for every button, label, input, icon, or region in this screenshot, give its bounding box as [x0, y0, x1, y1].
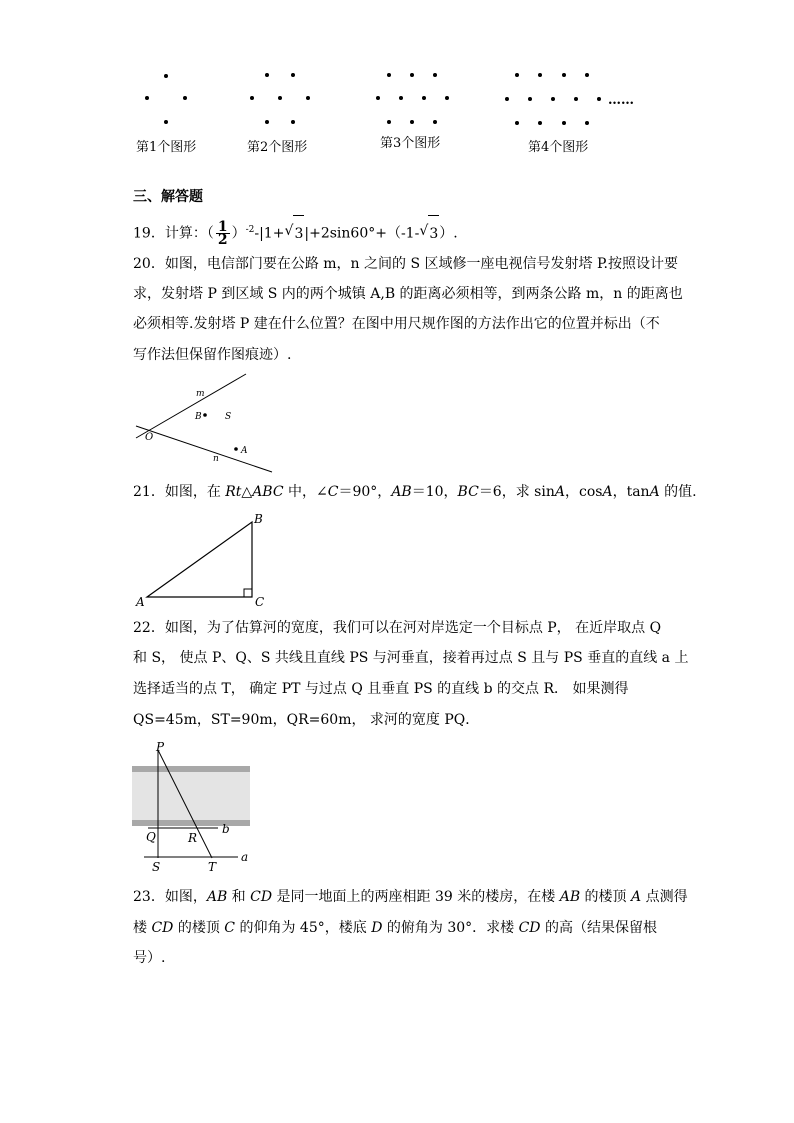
question-20-line-4: 写作法但保留作图痕迹）.	[133, 347, 292, 363]
label-T: T	[208, 860, 217, 874]
question-23-line-1: 23．如图，AB 和 CD 是同一地面上的两座相距 39 米的楼房，在楼 AB 的楼顶 A 点测得	[133, 889, 688, 905]
label-B: B	[254, 512, 263, 526]
dot	[515, 73, 519, 77]
label-C: C	[255, 595, 265, 609]
dot	[164, 120, 168, 124]
question-21: 21．如图，在 Rt△ABC 中，∠C＝90°，AB＝10，BC＝6，求 sinA，cosA，tanA 的值.	[133, 484, 697, 500]
dot	[538, 73, 542, 77]
dot	[562, 121, 566, 125]
point-B	[203, 413, 207, 417]
dot	[585, 121, 589, 125]
figure-1-caption: 第1个图形	[136, 140, 197, 155]
label-a: a	[241, 850, 249, 864]
dot	[164, 74, 168, 78]
dot	[399, 96, 403, 100]
sqrt-3: √ 3	[293, 215, 304, 252]
ellipsis-dots: ……	[608, 93, 634, 108]
label-Q: Q	[146, 830, 156, 844]
question-20-line-3: 必须相等.发射塔 P 建在什么位置？在图中用尺规作图的方法作出它的位置并标出（不	[133, 316, 660, 332]
river-figure	[130, 740, 260, 875]
dot	[265, 120, 269, 124]
dot	[410, 73, 414, 77]
label-P: P	[156, 740, 165, 754]
fraction: $\frac{1}{2}$	[217, 219, 228, 249]
triangle-abc	[147, 522, 252, 597]
label-A: A	[241, 446, 248, 456]
label-b: b	[222, 822, 230, 836]
section-title: 三、解答题	[133, 189, 203, 205]
dot	[597, 97, 601, 101]
question-22-line-3: 选择适当的点 T， 确定 PT 与过点 Q 且垂直 PS 的直线 b 的交点 R． 如果测得	[133, 681, 629, 697]
dot	[585, 73, 589, 77]
label-S: S	[225, 412, 232, 422]
dot	[265, 73, 269, 77]
label-n: n	[213, 454, 219, 464]
dot	[422, 96, 426, 100]
figure-4-caption: 第4个图形	[528, 140, 589, 155]
near-bank	[132, 820, 250, 826]
dot	[515, 121, 519, 125]
question-20-line-2: 求，发射塔 P 到区域 S 内的两个城镇 A,B 的距离必须相等，到两条公路 m，n 的距离也	[133, 286, 683, 302]
figure-3-caption: 第3个图形	[380, 136, 441, 151]
dot	[551, 97, 555, 101]
sqrt-3: √ 3	[428, 215, 439, 252]
label-m: m	[196, 389, 205, 399]
dot	[183, 96, 187, 100]
dot	[278, 96, 282, 100]
dot	[291, 73, 295, 77]
dot	[376, 96, 380, 100]
label-O: O	[145, 432, 154, 443]
dot	[528, 97, 532, 101]
right-angle-mark	[244, 589, 252, 597]
far-bank	[132, 766, 250, 772]
question-19: 19．计算：（ $\frac{1}{2}$ ）$^{-2}$-|1+√ 3|+2sin60°+（-1-√ 3）.	[133, 212, 458, 248]
dot	[387, 120, 391, 124]
dot	[538, 121, 542, 125]
dot	[410, 120, 414, 124]
dot	[291, 120, 295, 124]
point-A	[234, 447, 238, 451]
dot-patterns-figure	[130, 62, 660, 132]
dot	[433, 73, 437, 77]
label-R: R	[188, 831, 198, 845]
roads-figure	[130, 370, 280, 476]
dot	[250, 96, 254, 100]
question-20-line-1: 20．如图，电信部门要在公路 m，n 之间的 S 区域修一座电视信号发射塔 P.按照设计要	[133, 256, 678, 272]
question-22-line-4: QS=45m，ST=90m，QR=60m， 求河的宽度 PQ．	[133, 712, 480, 728]
question-23-line-2: 楼 CD 的楼顶 C 的仰角为 45°，楼底 D 的俯角为 30°．求楼 CD 的高（结果保留根	[133, 920, 657, 936]
dot	[505, 97, 509, 101]
dot	[562, 73, 566, 77]
road-n	[136, 426, 272, 472]
road-m	[136, 374, 246, 438]
dot	[445, 96, 449, 100]
label-S: S	[152, 860, 161, 874]
question-22-line-2: 和 S， 使点 P、Q、S 共线且直线 PS 与河垂直，接着再过点 S 且与 PS 垂直的直线 a 上	[133, 650, 689, 666]
dot	[574, 97, 578, 101]
figure-2-caption: 第2个图形	[247, 140, 308, 155]
label-B: B	[195, 412, 202, 422]
question-23-line-3: 号）.	[133, 950, 166, 966]
dot	[306, 96, 310, 100]
triangle-figure	[130, 508, 280, 610]
label-A: A	[136, 595, 145, 609]
question-22-line-1: 22．如图，为了估算河的宽度，我们可以在河对岸选定一个目标点 P， 在近岸取点 Q	[133, 620, 662, 636]
dot	[145, 96, 149, 100]
dot	[433, 120, 437, 124]
dot	[387, 73, 391, 77]
